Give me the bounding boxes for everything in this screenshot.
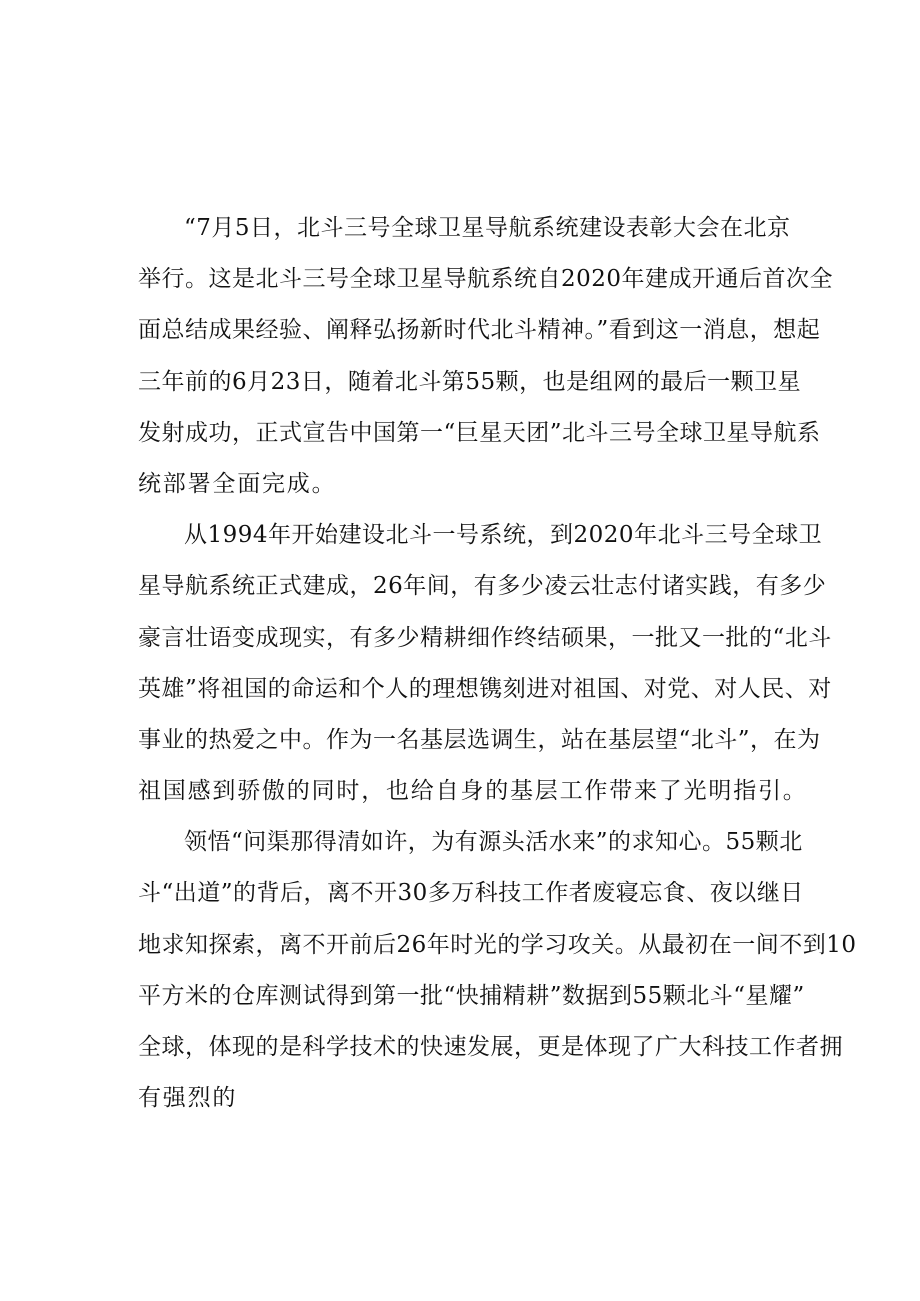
paragraph-2 xyxy=(138,510,832,817)
paragraph-line: 豪言壮语变成现实，有多少精耕细作终结硕果，一批又一批的“北斗 xyxy=(138,624,832,651)
document-body xyxy=(138,203,857,1124)
paragraph-line: 星导航系统正式建成，26年间，有多少凌云壮志付诸实践，有多少 xyxy=(138,573,827,600)
paragraph-3 xyxy=(138,817,857,1124)
paragraph-line: 领悟“问渠那得清如许，为有源头活水来”的求知心。55颗北 xyxy=(184,829,803,856)
paragraph-line: 地求知探索，离不开前后26年时光的学习攻关。从最初在一间不到10 xyxy=(138,931,857,958)
paragraph-line: “7月5日，北斗三号全球卫星导航系统建设表彰大会在北京 xyxy=(184,215,791,241)
paragraph-line: 平方米的仓库测试得到第一批“快捕精耕”数据到55颗北斗“星耀” xyxy=(138,982,805,1009)
paragraph-line: 英雄”将祖国的命运和个人的理想镌刻进对祖国、对党、对人民、对 xyxy=(138,675,832,702)
paragraph-line: 三年前的6月23日，随着北斗第55颗，也是组网的最后一颗卫星 xyxy=(138,368,802,395)
paragraph-line: 从1994年开始建设北斗一号系统，到2020年北斗三号全球卫 xyxy=(184,522,823,549)
paragraph-line: 面总结成果经验、阐释弘扬新时代北斗精神。”看到这一消息，想起 xyxy=(138,317,821,344)
paragraph-line: 发射成功，正式宣告中国第一“巨星天团”北斗三号全球卫星导航系 xyxy=(138,419,821,446)
paragraph-1 xyxy=(138,203,834,510)
paragraph-line: 举行。这是北斗三号全球卫星导航系统自2020年建成开通后首次全 xyxy=(138,266,834,293)
paragraph-line: 全球，体现的是科学技术的快速发展，更是体现了广大科技工作者拥 xyxy=(138,1034,843,1060)
paragraph-line: 祖国感到骄傲的同时，也给自身的基层工作带来了光明指引。 xyxy=(138,778,808,805)
paragraph-line: 事业的热爱之中。作为一名基层选调生，站在基层望“北斗”，在为 xyxy=(138,726,821,753)
paragraph-line: 斗“出道”的背后，离不开30多万科技工作者废寝忘食、夜以继日 xyxy=(138,880,804,907)
paragraph-line: 有强烈的 xyxy=(138,1085,238,1112)
paragraph-line: 统部署全面完成。 xyxy=(138,470,337,497)
